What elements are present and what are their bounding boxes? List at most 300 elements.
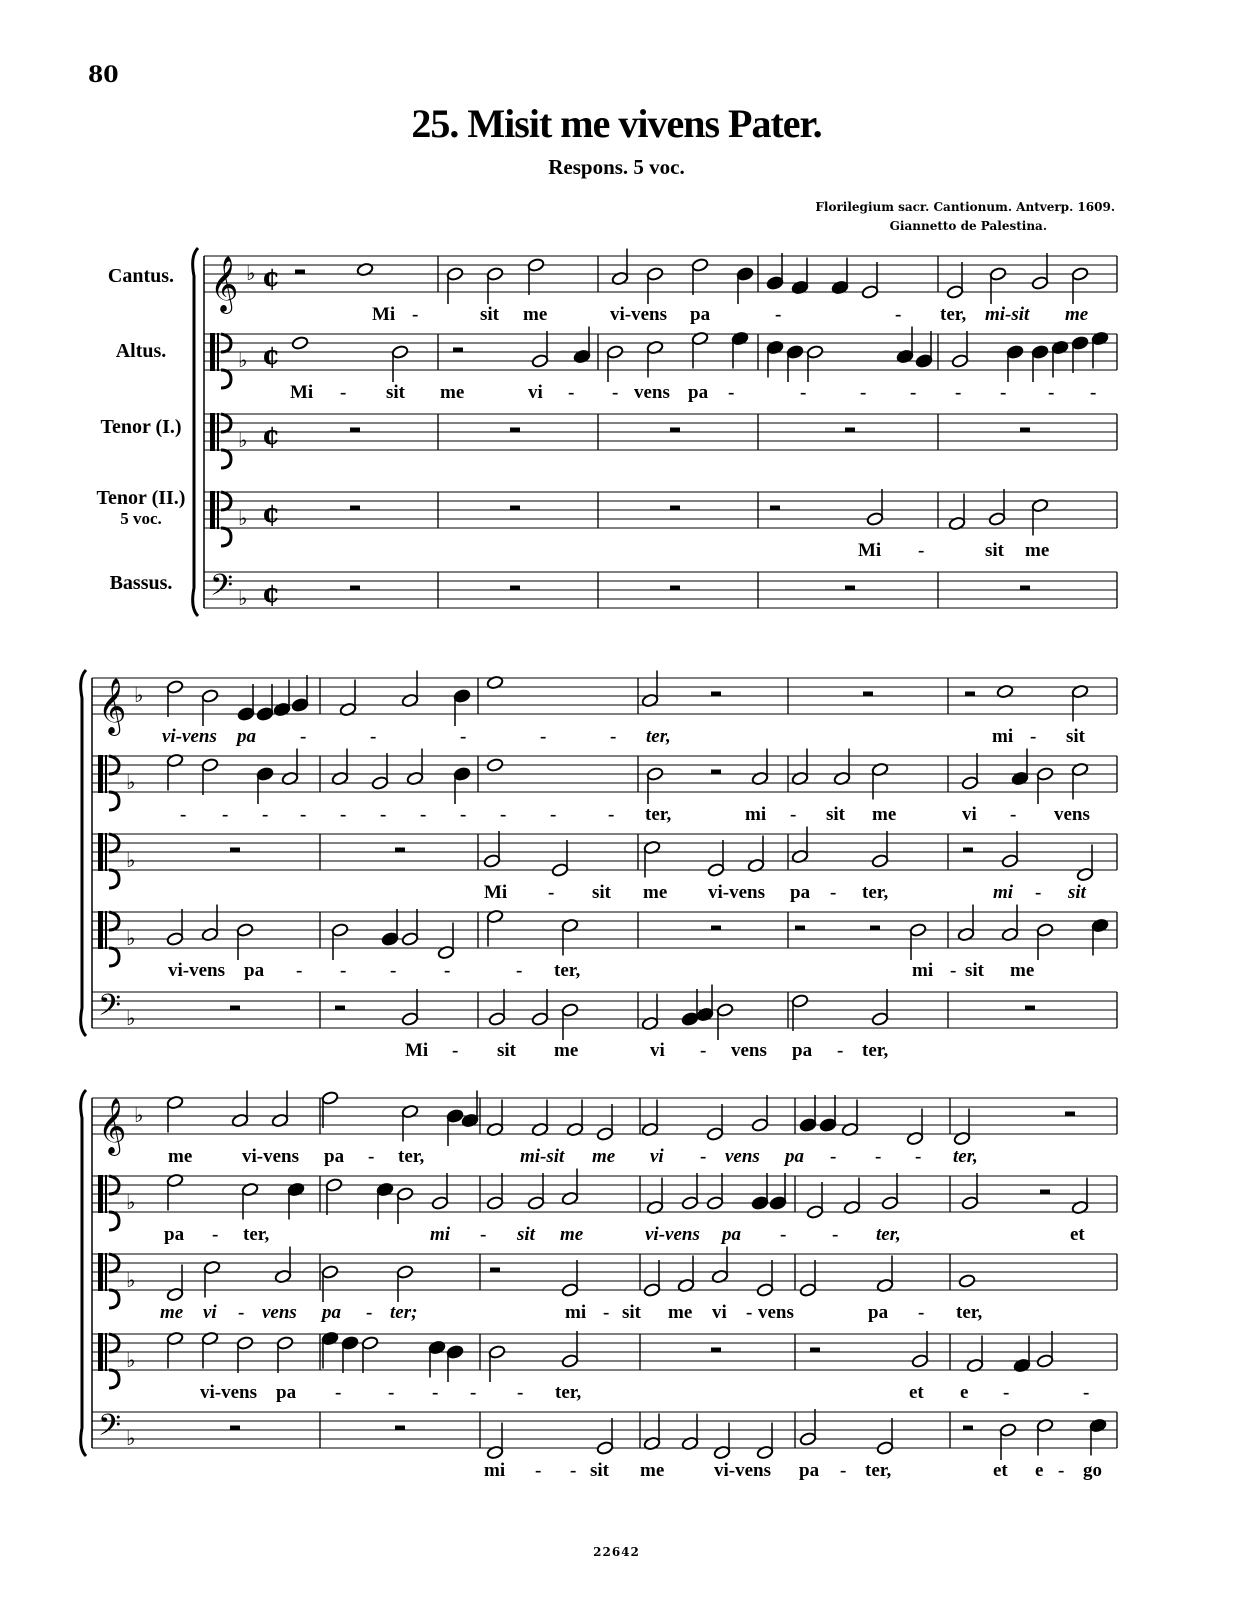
note-head <box>401 693 419 708</box>
lyric-syllable: - <box>550 804 557 825</box>
lyric-syllable: - <box>832 1224 839 1245</box>
note-head <box>401 932 419 947</box>
note-head <box>166 753 184 768</box>
note-head <box>1071 267 1089 282</box>
note-head <box>166 932 184 947</box>
lyric-syllable: pa <box>868 1302 889 1323</box>
flat-sign: ♭ <box>126 1268 136 1292</box>
note-head <box>681 1436 699 1451</box>
note-head <box>256 707 274 722</box>
lyric-syllable: e <box>1035 1460 1044 1481</box>
lyric-syllable: - <box>222 804 229 825</box>
note-head <box>271 1113 289 1128</box>
note-head <box>201 758 219 773</box>
note-head <box>989 267 1007 282</box>
lyric-syllable: - <box>500 804 507 825</box>
lyric-syllable: - <box>950 960 957 981</box>
rest-mark <box>795 926 805 931</box>
lyric-syllable: pa <box>322 1302 341 1323</box>
lyric-syllable: - <box>517 1382 524 1403</box>
note-head <box>356 262 374 277</box>
lyric-syllable: mi <box>430 1224 451 1245</box>
rest-mark <box>295 270 305 275</box>
note-head <box>331 771 349 786</box>
lyric-syllable: me <box>1025 540 1050 561</box>
lyric-syllable: - <box>380 804 387 825</box>
lyric-syllable: - <box>1090 382 1097 403</box>
note-head <box>843 1200 861 1215</box>
lyric-syllable: - <box>610 726 617 747</box>
note-head <box>287 1182 305 1197</box>
note-head <box>573 349 591 364</box>
treble-clef-icon: 𝄞 <box>210 256 239 312</box>
voice-label-tenor2-note: 5 voc. <box>120 509 162 528</box>
rest-mark <box>770 506 780 511</box>
lyric-syllable: vens <box>725 1146 760 1167</box>
lyric-syllable: vi-vens <box>708 882 765 903</box>
note-head <box>527 258 545 273</box>
note-head <box>486 1122 504 1137</box>
note-head <box>641 1016 659 1031</box>
note-head <box>643 1283 661 1298</box>
note-head <box>431 1196 449 1211</box>
lyric-syllable: - <box>366 1302 373 1323</box>
lyric-syllable: - <box>875 1146 882 1167</box>
note-head <box>331 923 349 938</box>
voice-label-tenor1: Tenor (I.) <box>100 416 182 438</box>
note-head <box>166 1173 184 1188</box>
note-head <box>376 1182 394 1197</box>
lyric-syllable: - <box>608 804 615 825</box>
note-head <box>641 693 659 708</box>
lyric-syllable: - <box>212 1224 219 1245</box>
lyric-syllable: - <box>910 382 917 403</box>
rest-mark <box>335 1006 345 1011</box>
note-head <box>401 1104 419 1119</box>
lyric-syllable: me <box>554 1040 579 1061</box>
note-head <box>951 354 969 369</box>
lyric-syllable: pa <box>792 1040 813 1061</box>
flat-sign: ♭ <box>126 1348 136 1372</box>
note-head <box>231 1113 249 1128</box>
lyric-syllable: ter, <box>876 1224 901 1245</box>
plate-number: 22642 <box>593 1545 640 1559</box>
note-head <box>203 1260 221 1275</box>
note-head <box>256 767 274 782</box>
note-head <box>841 1122 859 1137</box>
rest-mark <box>845 428 855 433</box>
note-head <box>437 945 455 960</box>
note-head <box>716 1003 734 1018</box>
note-head <box>291 336 309 351</box>
composer-line: Giannetto de Palestina. <box>889 219 1047 233</box>
note-head <box>276 1336 294 1351</box>
lyric-syllable: sit <box>517 1224 535 1245</box>
lyric-syllable: pa <box>790 882 811 903</box>
note-head <box>948 516 966 531</box>
note-head <box>791 771 809 786</box>
lyric-syllable: me <box>160 1302 184 1323</box>
rest-mark <box>230 1426 240 1431</box>
lyric-syllable: - <box>420 804 427 825</box>
note-head <box>561 1003 579 1018</box>
lyric-syllable: Mi <box>484 882 508 903</box>
note-head <box>711 1269 729 1284</box>
lyric-syllable: me <box>592 1146 616 1167</box>
flat-sign: ♭ <box>126 770 136 794</box>
lyric-syllable: pa <box>722 1224 741 1245</box>
note-head <box>274 1269 292 1284</box>
lyric-syllable: - <box>180 804 187 825</box>
rest-mark <box>670 506 680 511</box>
note-head <box>766 276 784 291</box>
lyric-syllable: sit <box>965 960 984 981</box>
note-head <box>751 1196 769 1211</box>
rest-mark <box>1020 428 1030 433</box>
c-clef-icon <box>210 413 215 451</box>
note-head <box>833 771 851 786</box>
voice-label-bassus: Bassus. <box>109 572 173 594</box>
lyric-syllable: - <box>790 804 797 825</box>
lyric-syllable: vi <box>203 1302 217 1323</box>
lyric-syllable: ter, <box>865 1460 892 1481</box>
note-head <box>1071 1200 1089 1215</box>
note-head <box>325 1178 343 1193</box>
rest-mark <box>1040 1190 1050 1195</box>
lyric-syllable: me <box>168 1146 193 1167</box>
note-head <box>1031 276 1049 291</box>
note-head <box>1036 1418 1054 1433</box>
lyric-syllable: pa <box>799 1460 820 1481</box>
note-head <box>273 702 291 717</box>
flat-sign: ♭ <box>126 1190 136 1214</box>
note-head <box>201 689 219 704</box>
note-head <box>596 1441 614 1456</box>
system-bracket <box>193 248 198 616</box>
lyric-syllable: - <box>238 1302 245 1323</box>
lyric-syllable: - <box>516 960 523 981</box>
piece-title: 25. Misit me vivens Pater. <box>411 101 822 146</box>
lyric-syllable: - <box>1083 1382 1090 1403</box>
treble-clef-icon: 𝄞 <box>98 1098 127 1154</box>
lyric-syllable: mi-sit <box>985 304 1030 325</box>
flat-sign: ♭ <box>238 348 248 372</box>
lyric-syllable: vi-vens <box>200 1382 257 1403</box>
note-head <box>961 776 979 791</box>
lyric-syllable: - <box>568 382 575 403</box>
note-head <box>561 1354 579 1369</box>
lyric-syllable: ter, <box>862 1040 889 1061</box>
c-clef-icon <box>98 1333 103 1371</box>
note-head <box>806 1205 824 1220</box>
note-head <box>996 684 1014 699</box>
lyric-syllable: - <box>340 382 347 403</box>
lyric-syllable: vi <box>712 1302 727 1323</box>
lyric-syllable: vens <box>634 382 670 403</box>
note-head <box>691 258 709 273</box>
lyric-syllable: sit <box>386 382 405 403</box>
lyric-syllable: - <box>300 726 307 747</box>
note-head <box>339 702 357 717</box>
lyric-syllable: - <box>860 382 867 403</box>
lyric-syllable: mi <box>745 804 767 825</box>
lyric-syllable: - <box>800 382 807 403</box>
note-head <box>957 927 975 942</box>
note-head <box>691 331 709 346</box>
rest-mark <box>670 428 680 433</box>
note-head <box>713 1445 731 1460</box>
note-head <box>566 1122 584 1137</box>
lyric-syllable: sit <box>826 804 845 825</box>
lyric-syllable: - <box>700 1040 707 1061</box>
note-head <box>706 1196 724 1211</box>
note-head <box>756 1445 774 1460</box>
rest-mark <box>453 348 463 353</box>
lyric-syllable: - <box>1010 804 1017 825</box>
lyric-syllable: ter, <box>956 1302 983 1323</box>
flat-sign: ♭ <box>246 261 256 285</box>
lyric-syllable: sit <box>1068 882 1086 903</box>
note-head <box>486 675 504 690</box>
lyric-syllable: mi-sit <box>520 1146 565 1167</box>
note-head <box>237 707 255 722</box>
rest-mark <box>963 1426 973 1431</box>
note-head <box>531 1012 549 1027</box>
lyric-syllable: ter, <box>398 1146 425 1167</box>
c-clef-icon <box>210 333 215 371</box>
c-clef-icon <box>98 755 103 793</box>
lyric-syllable: et <box>909 1382 924 1403</box>
note-head <box>646 340 664 355</box>
note-head <box>361 1336 379 1351</box>
note-head <box>707 863 725 878</box>
rest-mark <box>711 926 721 931</box>
lyric-syllable: - <box>728 382 735 403</box>
note-head <box>1031 345 1049 360</box>
lyric-syllable: pa <box>237 726 256 747</box>
lyric-syllable: sit <box>497 1040 516 1061</box>
lyric-syllable: - <box>340 804 347 825</box>
lyric-syllable: - <box>915 1146 922 1167</box>
note-head <box>201 927 219 942</box>
lyric-syllable: ter, <box>645 804 672 825</box>
note-head <box>321 1331 339 1346</box>
lyric-syllable: - <box>480 1224 487 1245</box>
note-head <box>428 1340 446 1355</box>
lyric-syllable: me <box>643 882 668 903</box>
lyric-syllable: pa <box>688 382 709 403</box>
note-head <box>643 840 661 855</box>
lyric-syllable: - <box>460 726 467 747</box>
note-head <box>406 771 424 786</box>
lyric-syllable: Mi <box>858 540 882 561</box>
lyric-syllable: ter, <box>646 726 671 747</box>
note-head <box>641 1122 659 1137</box>
time-signature: ¢ <box>262 421 281 451</box>
lyric-syllable: pa <box>164 1224 185 1245</box>
rest-mark <box>711 1348 721 1353</box>
note-head <box>461 1113 479 1128</box>
rest-mark <box>510 586 520 591</box>
note-head <box>486 909 504 924</box>
lyric-syllable: - <box>470 1382 477 1403</box>
note-head <box>747 858 765 873</box>
lyric-syllable: vi-vens <box>162 726 217 747</box>
c-clef-icon <box>210 491 215 529</box>
time-signature: ¢ <box>262 499 281 529</box>
flat-sign: ♭ <box>238 586 248 610</box>
lyric-syllable: me <box>872 804 897 825</box>
note-head <box>677 1278 695 1293</box>
note-head <box>731 331 749 346</box>
note-head <box>806 345 824 360</box>
lyric-syllable: - <box>955 382 962 403</box>
treble-clef-icon: 𝄞 <box>98 678 127 734</box>
note-head <box>876 1441 894 1456</box>
lyric-syllable: vens <box>1054 804 1090 825</box>
note-head <box>1051 340 1069 355</box>
note-head <box>341 1336 359 1351</box>
rest-mark <box>711 770 721 775</box>
note-head <box>799 1432 817 1447</box>
page-number: 80 <box>88 62 119 88</box>
note-head <box>646 767 664 782</box>
lyric-syllable: - <box>1035 882 1042 903</box>
note-head <box>446 1345 464 1360</box>
lyric-syllable: mi <box>912 960 934 981</box>
note-head <box>953 1131 971 1146</box>
rest-mark <box>963 848 973 853</box>
lyric-syllable: Mi <box>290 382 314 403</box>
note-head <box>966 1358 984 1373</box>
rest-mark <box>711 692 721 697</box>
lyric-syllable: - <box>746 1302 753 1323</box>
voice-label-tenor2: Tenor (II.) <box>96 487 186 509</box>
rest-mark <box>395 1426 405 1431</box>
note-head <box>561 1191 579 1206</box>
lyric-syllable: - <box>335 1382 342 1403</box>
note-head <box>321 1091 339 1106</box>
note-head <box>961 1196 979 1211</box>
lyric-syllable: pa <box>785 1146 804 1167</box>
lyric-syllable: mi <box>565 1302 587 1323</box>
lyric-syllable: me <box>1065 304 1089 325</box>
flat-sign: ♭ <box>126 926 136 950</box>
rest-mark <box>510 506 520 511</box>
note-head <box>786 345 804 360</box>
time-signature: ¢ <box>262 263 281 293</box>
note-head <box>531 1122 549 1137</box>
note-head <box>401 1012 419 1027</box>
bass-clef-icon: 𝄢 <box>210 569 234 610</box>
flat-sign: ♭ <box>126 1426 136 1450</box>
lyric-syllable: - <box>388 1382 395 1403</box>
note-head <box>643 1436 661 1451</box>
note-head <box>396 1187 414 1202</box>
note-head <box>871 854 889 869</box>
lyric-syllable: mi <box>993 882 1014 903</box>
lyric-syllable: - <box>830 882 837 903</box>
note-head <box>896 349 914 364</box>
note-head <box>791 280 809 295</box>
lyric-syllable: vi <box>962 804 977 825</box>
lyric-syllable: - <box>300 804 307 825</box>
lyric-syllable: vi-vens <box>610 304 667 325</box>
note-head <box>646 267 664 282</box>
note-head <box>831 280 849 295</box>
rest-mark <box>870 926 880 931</box>
lyric-syllable: me <box>1010 960 1035 981</box>
time-signature: ¢ <box>262 341 281 371</box>
note-head <box>488 1012 506 1027</box>
rest-mark <box>350 428 360 433</box>
lyric-syllable: ter, <box>554 960 581 981</box>
lyric-syllable: vens <box>262 1302 297 1323</box>
note-head <box>281 771 299 786</box>
note-head <box>391 345 409 360</box>
lyric-syllable: vi <box>650 1040 665 1061</box>
lyric-syllable: vi <box>528 382 543 403</box>
rest-mark <box>1065 1112 1075 1117</box>
note-head <box>166 1331 184 1346</box>
lyric-syllable: - <box>1030 726 1037 747</box>
c-clef-icon <box>98 833 103 871</box>
note-head <box>201 1331 219 1346</box>
note-head <box>1071 684 1089 699</box>
lyric-syllable: pa <box>324 1146 345 1167</box>
lyric-syllable: ter, <box>862 882 889 903</box>
c-clef-icon <box>98 911 103 949</box>
note-head <box>958 1274 976 1289</box>
time-signature: ¢ <box>262 579 281 609</box>
lyric-syllable: ter; <box>390 1302 418 1323</box>
note-head <box>561 1283 579 1298</box>
note-head <box>946 285 964 300</box>
lyric-syllable: - <box>918 1302 925 1323</box>
lyric-syllable: sit <box>622 1302 641 1323</box>
flat-sign: ♭ <box>126 848 136 872</box>
lyric-syllable: me <box>640 1460 665 1481</box>
note-head <box>396 1265 414 1280</box>
note-head <box>999 1423 1017 1438</box>
lyric-syllable: - <box>775 304 782 325</box>
rest-mark <box>230 848 240 853</box>
lyric-syllable: vens <box>731 1040 767 1061</box>
c-clef-icon <box>98 1253 103 1291</box>
lyric-syllable: sit <box>985 540 1004 561</box>
note-head <box>446 267 464 282</box>
lyric-syllable: vi-vens <box>645 1224 700 1245</box>
note-head <box>486 1445 504 1460</box>
note-head <box>799 1118 817 1133</box>
note-head <box>1013 1358 1031 1373</box>
lyric-syllable: - <box>700 1146 707 1167</box>
flat-sign: ♭ <box>134 1103 144 1127</box>
rest-mark <box>1025 1006 1035 1011</box>
note-head <box>866 512 884 527</box>
note-head <box>371 776 389 791</box>
note-head <box>488 1345 506 1360</box>
lyric-syllable: sit <box>480 304 499 325</box>
note-head <box>531 354 549 369</box>
bass-clef-icon: 𝄢 <box>98 989 122 1030</box>
note-head <box>166 1287 184 1302</box>
note-head <box>706 1127 724 1142</box>
lyric-syllable: pa <box>244 960 265 981</box>
rest-mark <box>350 586 360 591</box>
note-head <box>241 1182 259 1197</box>
lyric-syllable: - <box>535 1460 542 1481</box>
